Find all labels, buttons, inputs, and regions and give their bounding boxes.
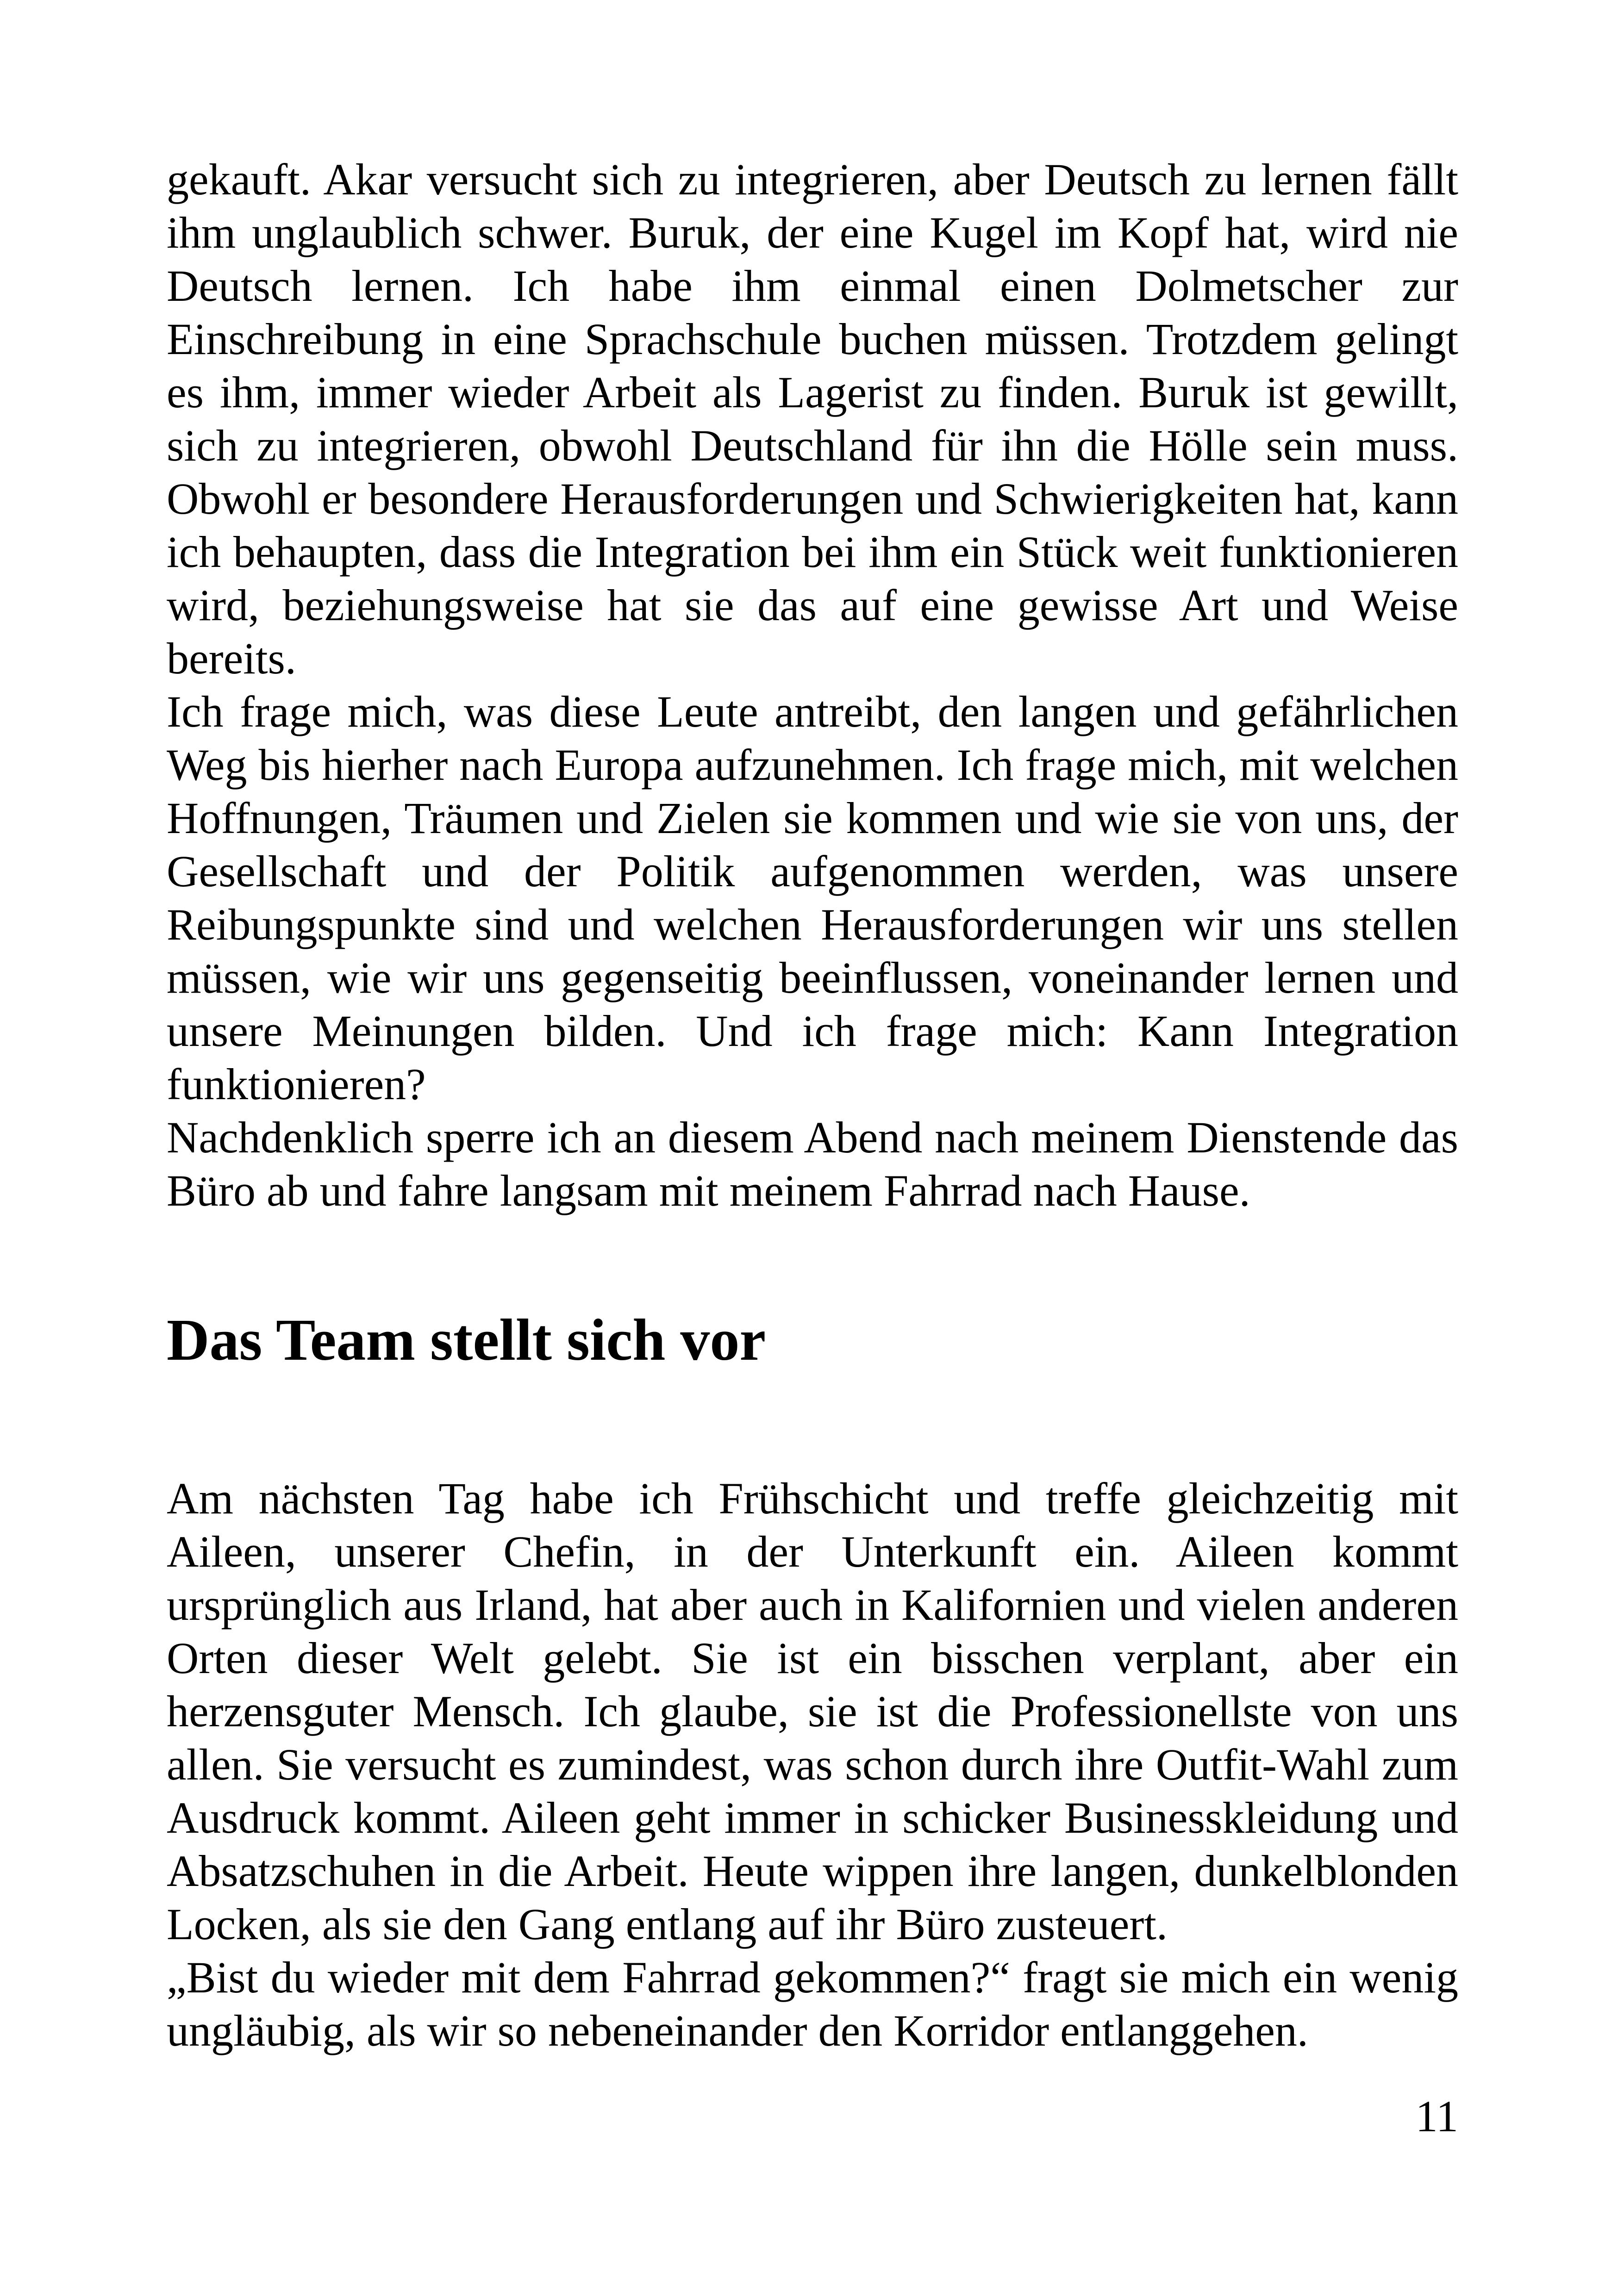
paragraph-integration-akar-buruk: gekauft. Akar versucht sich zu integrieren, aber Deutsch zu lernen fällt ihm unglaublich schwer. Buruk, der eine Kugel im Kopf hat, wird nie Deutsch lernen. Ich habe ihm einmal einen Dolmetscher zur Einschreibung in eine Sprachschule buchen müssen. Trotzdem gelingt es ihm, immer wieder Arbeit als Lagerist zu finden. Buruk ist gewillt, sich zu integrieren, obwohl Deutschland für ihn die Hölle sein muss. Obwohl er besondere Herausforderungen und Schwierigkeiten hat, kann ich behaupten, dass die Integration bei ihm ein Stück weit funktionieren wird, beziehungsweise hat sie das auf eine gewisse Art und Weise bereits.: [167, 155, 1458, 683]
paragraph-evening: Nachdenklich sperre ich an diesem Abend nach meinem Dienstende das Büro ab und fahre langsam mit meinem Fahrrad nach Hause.: [167, 1113, 1458, 1215]
book-page: [167, 153, 1458, 2057]
page-number: 11: [1415, 2091, 1458, 2141]
paragraph-aileen: Am nächsten Tag habe ich Frühschicht und treffe gleichzeitig mit Aileen, unserer Chefin, in der Unterkunft ein. Aileen kommt ursprünglich aus Irland, hat aber auch in Kalifornien und vielen anderen Orten dieser Welt gelebt. Sie ist ein bisschen verplant, aber ein herzensguter Mensch. Ich glaube, sie ist die Professionellste von uns allen. Sie versucht es zumindest, was schon durch ihre Outfit-Wahl zum Ausdruck kommt. Aileen geht immer in schicker Businesskleidung und Absatzschuhen in die Arbeit. Heute wippen ihre langen, dunkelblonden Locken, als sie den Gang entlang auf ihr Büro zusteuert.: [167, 1474, 1458, 1949]
paragraph-dialogue: „Bist du wieder mit dem Fahrrad gekommen?“ fragt sie mich ein wenig ungläubig, als wir so nebeneinander den Korridor entlanggehen.: [167, 1953, 1458, 2055]
chapter-heading: Das Team stellt sich vor: [167, 1307, 766, 1373]
paragraph-questions: Ich frage mich, was diese Leute antreibt, den langen und gefährlichen Weg bis hierher nach Europa aufzunehmen. Ich frage mich, mit welchen Hoffnungen, Träumen und Zielen sie kommen und wie sie von uns, der Gesellschaft und der Politik aufgenommen werden, was unsere Reibungspunkte sind und welchen Herausforderungen wir uns stellen müssen, wie wir uns gegenseitig beeinflussen, voneinander lernen und unsere Meinungen bilden. Und ich frage mich: Kann Integration funktionieren?: [167, 687, 1458, 1109]
